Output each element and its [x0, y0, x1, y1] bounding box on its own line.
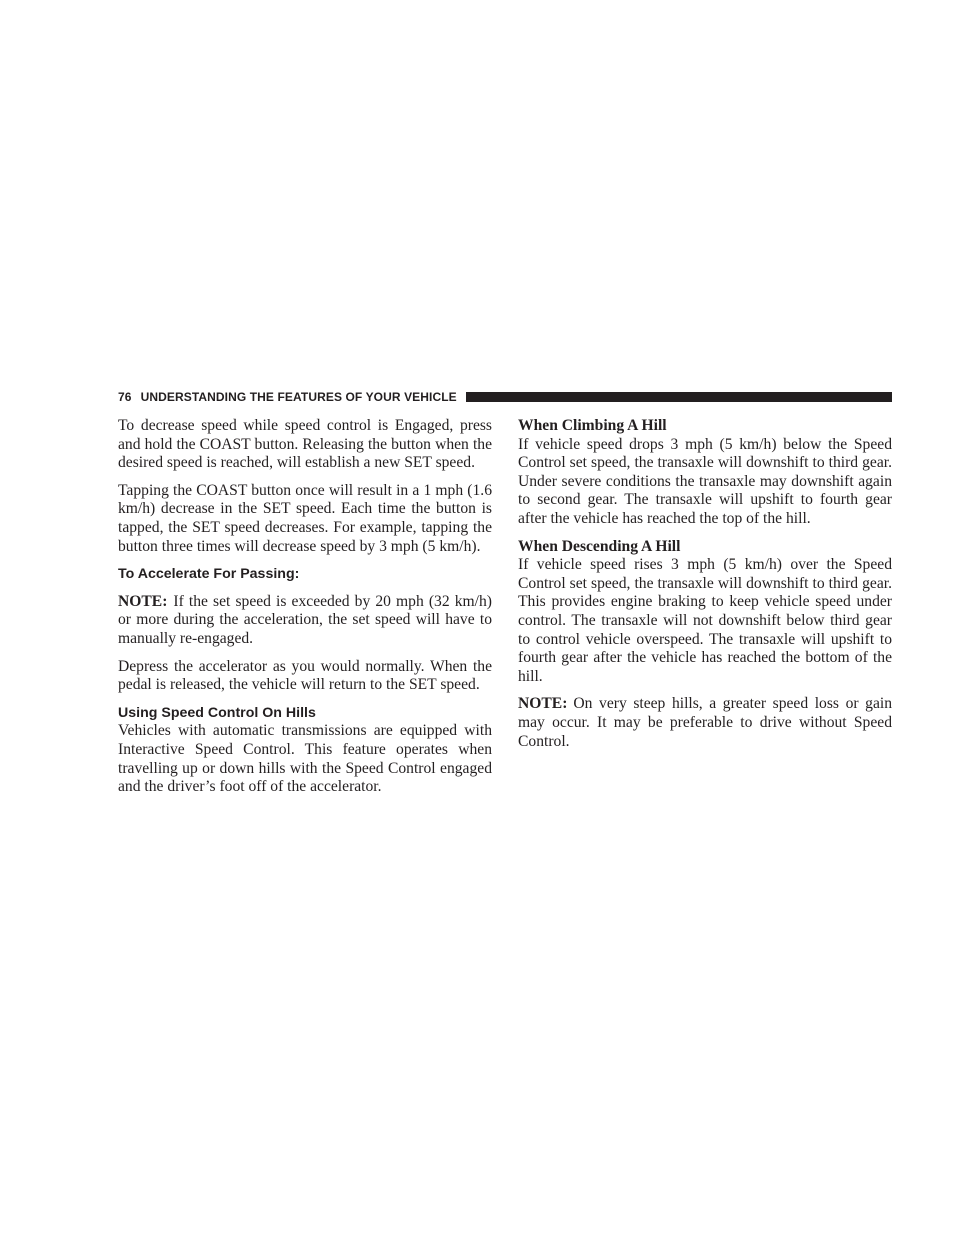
left-column [118, 417, 492, 806]
note-exceed-speed [118, 593, 492, 649]
heading-climbing-hill: When Climbing A Hill [518, 417, 667, 434]
paragraph-tapping-coast: Tapping the COAST button once will result in a 1 mph (1.6 km/h) decrease in the SET speed. Each time the button is tapped, the SET speed decreases. For example, tapping the button three times will decrease speed by 3 mph (5 km/h). [118, 481, 492, 555]
paragraph-interactive-speed-control: Vehicles with automatic transmissions are equipped with Interactive Speed Control. This feature operates when travelling up or down hills with the Speed Control engaged and the driver’s foot off of the accelerator. [118, 722, 492, 796]
note-text: If the set speed is exceeded by 20 mph (32 km/h) or more during the acceleration, the set speed will have to manually re-engaged. [118, 592, 492, 647]
section-title: UNDERSTANDING THE FEATURES OF YOUR VEHICLE [140, 390, 457, 404]
paragraph-climbing-hill: If vehicle speed drops 3 mph (5 km/h) below the Speed Control set speed, the transaxle will downshift to third gear. Under severe conditions the transaxle may downshift again to second gear. The transaxle will upshift to fourth gear after the vehicle has reached the top of the hill. [518, 435, 892, 527]
note-steep-hills [518, 695, 892, 751]
heading-descending-hill: When Descending A Hill [518, 537, 681, 555]
paragraph-depress-accelerator: Depress the accelerator as you would normally. When the pedal is released, the vehicle will return to the SET speed. [118, 657, 492, 694]
heading-accelerate-for-passing: To Accelerate For Passing: [118, 566, 300, 583]
note-label: NOTE: [118, 592, 168, 610]
paragraph-descending-hill: If vehicle speed rises 3 mph (5 km/h) over the Speed Control set speed, the transaxle will downshift to third gear. This provides engine braking to keep vehicle speed under control. The transaxle will not downshift below third gear to control vehicle overspeed. The transaxle will upshift to fourth gear after the vehicle has reached the bottom of the hill. [518, 556, 892, 685]
heading-speed-control-hills: Using Speed Control On Hills [118, 704, 316, 721]
right-column [518, 417, 892, 760]
note-label: NOTE: [518, 695, 568, 713]
page-header [118, 390, 892, 404]
note-text: On very steep hills, a greater speed loss or gain may occur. It may be preferable to drive without Speed Control. [518, 695, 892, 750]
paragraph-decrease-speed: To decrease speed while speed control is Engaged, press and hold the COAST button. Releasing the button when the desired speed is reached, will establish a new SET speed. [118, 417, 492, 472]
page-number: 76 [118, 390, 132, 404]
header-rule [466, 392, 892, 402]
